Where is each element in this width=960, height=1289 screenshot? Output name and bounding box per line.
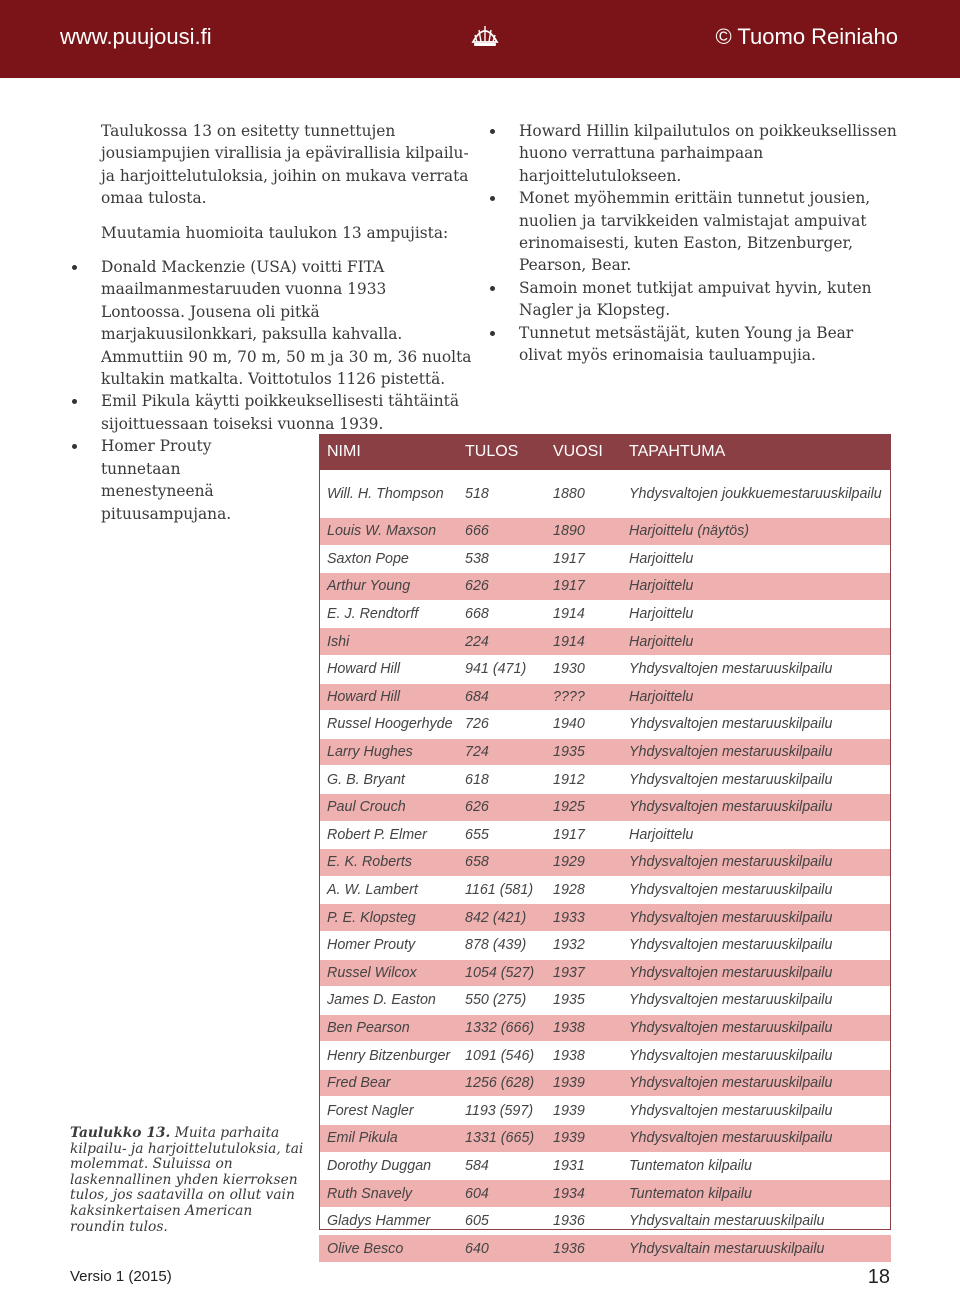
cell-name: Homer Prouty <box>319 931 457 959</box>
cell-event: Harjoittelu <box>621 600 891 628</box>
cell-year: 1890 <box>545 518 621 546</box>
cell-score: 878 (439) <box>457 931 545 959</box>
cell-name: Robert P. Elmer <box>319 821 457 849</box>
table-row <box>319 471 891 518</box>
cell-score: 1091 (546) <box>457 1042 545 1070</box>
cell-event: Yhdysvaltojen joukkuemestaruuskilpailu <box>621 471 891 518</box>
cell-name: Paul Crouch <box>319 793 457 821</box>
cell-score: 658 <box>457 849 545 877</box>
table-row <box>319 738 891 766</box>
cell-score: 724 <box>457 738 545 766</box>
table-caption <box>70 1126 308 1235</box>
cell-name: Emil Pikula <box>319 1125 457 1153</box>
cell-year: 1933 <box>545 904 621 932</box>
site-url[interactable]: www.puujousi.fi <box>60 24 212 49</box>
cell-event: Yhdysvaltojen mestaruuskilpailu <box>621 959 891 987</box>
cell-event: Harjoittelu <box>621 573 891 601</box>
cell-year: 1929 <box>545 849 621 877</box>
table-row <box>319 711 891 739</box>
table-row <box>319 600 891 628</box>
caption-text: Muita parhaita kilpailu- ja harjoittelutuloksia, tai molemmat. Suluissa on laskennallinen yhden kierroksen tulos, jos saatavilla on ollut vain kaksinkertaisen American roundin tulos. <box>70 1125 304 1235</box>
cell-year: 1912 <box>545 766 621 794</box>
cell-event: Harjoittelu <box>621 628 891 656</box>
cell-score: 626 <box>457 793 545 821</box>
shell-logo-icon <box>470 22 500 48</box>
cell-name: Saxton Pope <box>319 545 457 573</box>
cell-event: Yhdysvaltain mestaruuskilpailu <box>621 1207 891 1235</box>
page-header <box>0 0 960 78</box>
cell-name: Henry Bitzenburger <box>319 1042 457 1070</box>
table-row <box>319 1042 891 1070</box>
cell-score: 538 <box>457 545 545 573</box>
cell-name: Larry Hughes <box>319 738 457 766</box>
cell-year: 1938 <box>545 1042 621 1070</box>
cell-event: Yhdysvaltojen mestaruuskilpailu <box>621 849 891 877</box>
cell-score: 618 <box>457 766 545 794</box>
cell-event: Yhdysvaltojen mestaruuskilpailu <box>621 904 891 932</box>
cell-event: Yhdysvaltojen mestaruuskilpailu <box>621 711 891 739</box>
cell-event: Harjoittelu <box>621 545 891 573</box>
cell-name: Ishi <box>319 628 457 656</box>
cell-score: 640 <box>457 1235 545 1263</box>
cell-year: 1939 <box>545 1097 621 1125</box>
cell-score: 684 <box>457 683 545 711</box>
list-item: Donald Mackenzie (USA) voitti FITA maailmanmestaruuden vuonna 1933 Lontoossa. Jousena oli pitkä marjakuusilonkkari, paksulla kahvalla. Ammuttiin 90 m, 70 m, 50 m ja 30 m, 36 nuolta kultakin matkalta. Voittotulos 1126 pistettä. <box>70 256 475 390</box>
cell-event: Yhdysvaltojen mestaruuskilpailu <box>621 987 891 1015</box>
cell-name: Russel Wilcox <box>319 959 457 987</box>
cell-event: Harjoittelu (näytös) <box>621 518 891 546</box>
list-item: Tunnetut metsästäjät, kuten Young ja Bear olivat myös erinomaisia tauluampujia. <box>488 322 898 367</box>
cell-year: 1917 <box>545 573 621 601</box>
table-row <box>319 766 891 794</box>
cell-event: Yhdysvaltojen mestaruuskilpailu <box>621 1042 891 1070</box>
cell-event: Yhdysvaltojen mestaruuskilpailu <box>621 793 891 821</box>
cell-event: Yhdysvaltojen mestaruuskilpailu <box>621 931 891 959</box>
cell-event: Tuntematon kilpailu <box>621 1152 891 1180</box>
cell-name: Louis W. Maxson <box>319 518 457 546</box>
cell-event: Yhdysvaltojen mestaruuskilpailu <box>621 738 891 766</box>
cell-score: 550 (275) <box>457 987 545 1015</box>
copyright-text: © Tuomo Reiniaho <box>715 24 898 49</box>
table-row <box>319 518 891 546</box>
table-row <box>319 959 891 987</box>
cell-score: 655 <box>457 821 545 849</box>
cell-year: ???? <box>545 683 621 711</box>
cell-event: Harjoittelu <box>621 683 891 711</box>
cell-year: 1939 <box>545 1125 621 1153</box>
cell-score: 1332 (666) <box>457 1014 545 1042</box>
cell-name: Gladys Hammer <box>319 1207 457 1235</box>
cell-event: Yhdysvaltain mestaruuskilpailu <box>621 1235 891 1263</box>
column-header-score: TULOS <box>457 434 545 471</box>
table-row <box>319 1125 891 1153</box>
column-header-name: NIMI <box>319 434 457 471</box>
table-row <box>319 793 891 821</box>
cell-name: Forest Nagler <box>319 1097 457 1125</box>
cell-event: Tuntematon kilpailu <box>621 1180 891 1208</box>
cell-score: 1161 (581) <box>457 876 545 904</box>
table-body <box>319 471 891 1263</box>
table-row <box>319 573 891 601</box>
cell-event: Yhdysvaltojen mestaruuskilpailu <box>621 1069 891 1097</box>
cell-name: A. W. Lambert <box>319 876 457 904</box>
table-header-row <box>319 434 891 471</box>
cell-name: Howard Hill <box>319 683 457 711</box>
cell-score: 604 <box>457 1180 545 1208</box>
cell-year: 1936 <box>545 1207 621 1235</box>
cell-year: 1914 <box>545 600 621 628</box>
cell-name: Olive Besco <box>319 1235 457 1263</box>
cell-year: 1930 <box>545 655 621 683</box>
cell-score: 605 <box>457 1207 545 1235</box>
cell-score: 584 <box>457 1152 545 1180</box>
cell-name: James D. Easton <box>319 987 457 1015</box>
list-item: Howard Hillin kilpailutulos on poikkeuksellissen huono verrattuna parhaimpaan harjoittelutulokseen. <box>488 120 898 187</box>
cell-score: 1054 (527) <box>457 959 545 987</box>
cell-event: Yhdysvaltojen mestaruuskilpailu <box>621 655 891 683</box>
table-row <box>319 628 891 656</box>
cell-event: Yhdysvaltojen mestaruuskilpailu <box>621 766 891 794</box>
cell-score: 668 <box>457 600 545 628</box>
table-row <box>319 987 891 1015</box>
cell-year: 1935 <box>545 738 621 766</box>
cell-year: 1925 <box>545 793 621 821</box>
notes-heading: Muutamia huomioita taulukon 13 ampujista: <box>101 223 449 242</box>
table-row <box>319 1152 891 1180</box>
table-row <box>319 1180 891 1208</box>
table-row <box>319 1207 891 1235</box>
results-table <box>319 434 891 1263</box>
cell-year: 1932 <box>545 931 621 959</box>
cell-year: 1931 <box>545 1152 621 1180</box>
cell-event: Yhdysvaltojen mestaruuskilpailu <box>621 1014 891 1042</box>
cell-score: 1331 (665) <box>457 1125 545 1153</box>
table-row <box>319 849 891 877</box>
caption-label: Taulukko 13. <box>70 1125 171 1141</box>
cell-score: 224 <box>457 628 545 656</box>
cell-score: 1193 (597) <box>457 1097 545 1125</box>
cell-name: Fred Bear <box>319 1069 457 1097</box>
cell-year: 1928 <box>545 876 621 904</box>
cell-year: 1917 <box>545 821 621 849</box>
table-row <box>319 876 891 904</box>
page-number: 18 <box>867 1266 890 1288</box>
cell-year: 1935 <box>545 987 621 1015</box>
table-row <box>319 904 891 932</box>
cell-event: Yhdysvaltojen mestaruuskilpailu <box>621 1125 891 1153</box>
cell-score: 842 (421) <box>457 904 545 932</box>
cell-name: Dorothy Duggan <box>319 1152 457 1180</box>
cell-year: 1937 <box>545 959 621 987</box>
cell-name: E. K. Roberts <box>319 849 457 877</box>
cell-name: Arthur Young <box>319 573 457 601</box>
cell-name: Ruth Snavely <box>319 1180 457 1208</box>
table-row <box>319 1069 891 1097</box>
cell-name: E. J. Rendtorff <box>319 600 457 628</box>
cell-score: 626 <box>457 573 545 601</box>
table-row <box>319 1014 891 1042</box>
cell-score: 726 <box>457 711 545 739</box>
cell-year: 1880 <box>545 471 621 518</box>
cell-name: G. B. Bryant <box>319 766 457 794</box>
right-bullet-list <box>488 120 898 366</box>
version-label: Versio 1 (2015) <box>70 1268 172 1285</box>
table-row <box>319 545 891 573</box>
right-column <box>488 120 898 366</box>
cell-year: 1934 <box>545 1180 621 1208</box>
cell-event: Yhdysvaltojen mestaruuskilpailu <box>621 1097 891 1125</box>
table-row <box>319 683 891 711</box>
list-item: Samoin monet tutkijat ampuivat hyvin, kuten Nagler ja Klopsteg. <box>488 277 898 322</box>
cell-year: 1939 <box>545 1069 621 1097</box>
table-row <box>319 655 891 683</box>
list-item: Monet myöhemmin erittäin tunnetut jousien, nuolien ja tarvikkeiden valmistajat ampuivat erinomaisesti, kuten Easton, Bitzenburger, Pearson, Bear. <box>488 187 898 277</box>
cell-name: Ben Pearson <box>319 1014 457 1042</box>
table-row <box>319 931 891 959</box>
cell-event: Harjoittelu <box>621 821 891 849</box>
column-header-year: VUOSI <box>545 434 621 471</box>
column-header-event: TAPAHTUMA <box>621 434 891 471</box>
cell-name: Will. H. Thompson <box>319 471 457 518</box>
table-row <box>319 1097 891 1125</box>
cell-year: 1940 <box>545 711 621 739</box>
cell-name: Howard Hill <box>319 655 457 683</box>
list-item: Emil Pikula käytti poikkeuksellisesti tähtäintä sijoittuessaan toiseksi vuonna 1939. <box>70 390 475 435</box>
table-row <box>319 1235 891 1263</box>
cell-name: P. E. Klopsteg <box>319 904 457 932</box>
cell-score: 941 (471) <box>457 655 545 683</box>
cell-year: 1936 <box>545 1235 621 1263</box>
cell-score: 666 <box>457 518 545 546</box>
cell-year: 1914 <box>545 628 621 656</box>
list-item: Homer Prouty tunnetaan menestyneenä pituusampujana. <box>70 435 291 525</box>
cell-name: Russel Hoogerhyde <box>319 711 457 739</box>
intro-paragraph: Taulukossa 13 on esitetty tunnettujen jousiampujien virallisia ja epävirallisia kilpailu- ja harjoittelutuloksia, joihin on mukava verrata omaa tulosta. <box>101 122 469 208</box>
table-row <box>319 821 891 849</box>
cell-score: 518 <box>457 471 545 518</box>
cell-year: 1938 <box>545 1014 621 1042</box>
cell-event: Yhdysvaltojen mestaruuskilpailu <box>621 876 891 904</box>
cell-score: 1256 (628) <box>457 1069 545 1097</box>
cell-year: 1917 <box>545 545 621 573</box>
